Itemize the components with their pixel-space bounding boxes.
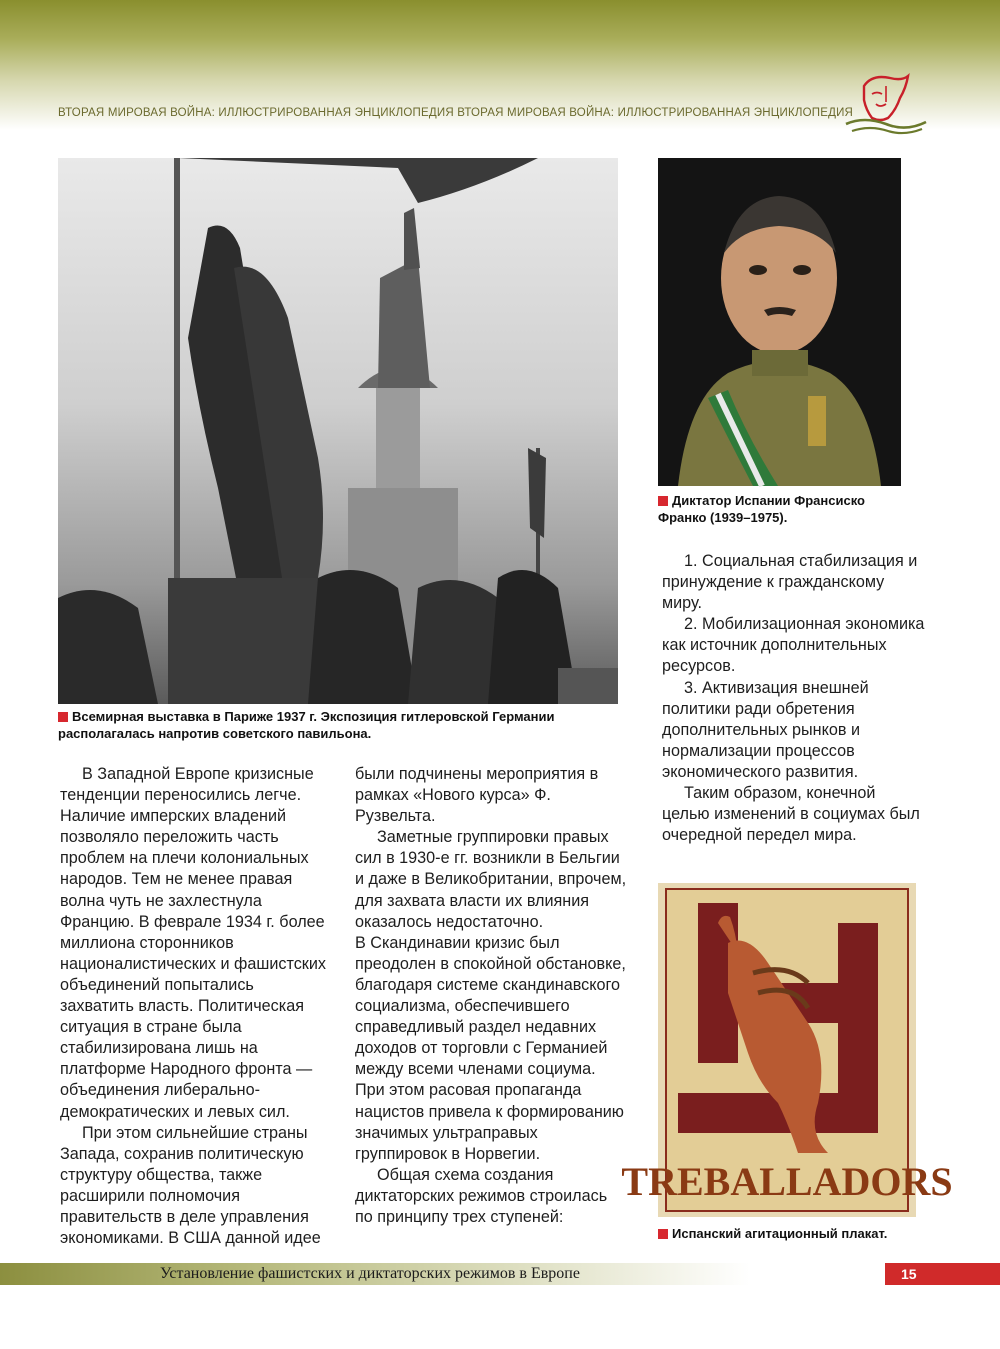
running-footer: Установление фашистских и диктаторских режимов в Европе [160, 1265, 580, 1282]
expo-photo-caption: Всемирная выставка в Париже 1937 г. Экспозиция гитлеровской Германии располагалась напротив советского павильона. [58, 709, 555, 741]
paragraph: В Западной Европе кризисные тенденции переносились легче. Наличие имперских владений позволяло переложить часть проблем на плечи колониальных народов. Тем не менее правая волна чуть не захлестнула Францию. В феврале 1934 г. более миллиона сторонников националистических и фашистских объединений попытались захватить власть. Политическая ситуация в стране была стабилизирована лишь на платформе Народного фронта — объединения либерально-демократических и левых сил. [60, 765, 327, 1121]
page-number: 15 [885, 1263, 1000, 1285]
poster-title: TREBALLADORS [621, 1159, 953, 1204]
franco-caption: Диктатор Испании Франсиско Франко (1939–1975). [658, 493, 865, 525]
caption-marker [58, 712, 68, 722]
paragraph: Общая схема создания диктаторских режимов строилась по принципу трех ступеней: [355, 1165, 608, 1226]
publisher-logo [842, 72, 930, 138]
caption-marker [658, 496, 668, 506]
text-column-2 [355, 764, 627, 1228]
paragraph: Таким образом, конечной целью изменений в социумах был очередной передел мира. [662, 784, 920, 845]
list-item: 3. Активизация внешней политики ради обретения дополнительных рынков и нормализации процессов экономического развития. [662, 678, 869, 781]
paragraph: В Скандинавии кризис был преодолен в спокойной обстановке, благодаря системе скандинавского социализма, обеспечившего справедливый раздел недавних доходов от торговли с Германией между всеми членами социума. При этом расовая пропаганда нацистов привела к формированию значимых ультраправых группировок в Норвегии. [355, 933, 626, 1163]
franco-portrait [658, 158, 901, 486]
list-item: 2. Мобилизационная экономика как источник дополнительных ресурсов. [662, 615, 925, 676]
poster-caption: Испанский агитационный плакат. [658, 1225, 916, 1242]
caption-marker [658, 1229, 668, 1239]
text-column-3 [662, 551, 927, 846]
text-column-1 [60, 764, 328, 1249]
list-item: 1. Социальная стабилизация и принуждение к гражданскому миру. [662, 552, 918, 613]
running-header: ВТОРАЯ МИРОВАЯ ВОЙНА: ИЛЛЮСТРИРОВАННАЯ ЭНЦИКЛОПЕДИЯ ВТОРАЯ МИРОВАЯ ВОЙНА: ИЛЛЮСТРИРОВАННАЯ ЭНЦИКЛОПЕДИЯ [58, 107, 854, 119]
paragraph: При этом сильнейшие страны Запада, сохранив политическую структуру общества, также расширили полномочия правительств в деле управления экономиками. В США данной идее [60, 1123, 321, 1248]
spanish-poster [621, 883, 953, 1217]
paragraph: Заметные группировки правых сил в 1930-е гг. возникли в Бельгии и даже в Великобритании, впрочем, для захвата власти их влияния оказалось недостаточно. [355, 828, 627, 931]
expo-1937-photo [58, 158, 618, 704]
paragraph: были подчинены мероприятия в рамках «Нового курса» Ф. Рузвельта. [355, 765, 599, 826]
